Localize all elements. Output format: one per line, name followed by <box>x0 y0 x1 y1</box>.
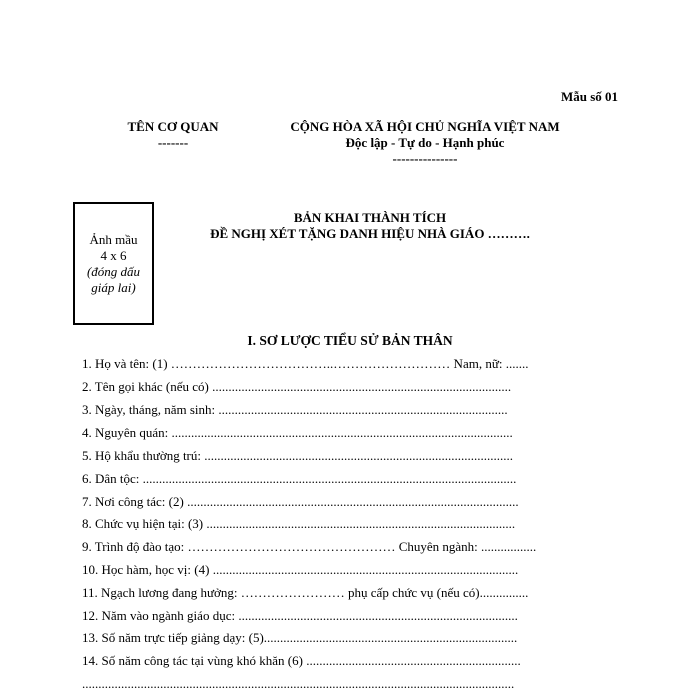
form-field-residence: 5. Hộ khẩu thường trú: ............................................................................................... <box>82 448 513 463</box>
republic-block <box>270 119 580 167</box>
form-field-start-year: 12. Năm vào ngành giáo dục: ...................................................................................... <box>82 608 518 623</box>
form-code: Mẫu số 01 <box>560 89 618 104</box>
form-field-birth-date: 3. Ngày, tháng, năm sinh: ......................................................................................... <box>82 402 508 417</box>
form-field-continuation-line: ..................................................................................................................................... <box>82 676 515 691</box>
motto-underline: --------------- <box>392 151 458 166</box>
form-field-teaching-years: 13. Số năm trực tiếp giảng dạy: (5).............................................................................. <box>82 630 518 645</box>
agency-block <box>108 119 238 151</box>
form-field-ethnicity: 6. Dân tộc: ................................................................................................................... <box>82 471 517 486</box>
form-field-hometown: 4. Nguyên quán: ......................................................................................................... <box>82 425 513 440</box>
form-field-academic-title: 10. Học hàm, học vị: (4) .............................................................................................. <box>82 562 519 577</box>
document-title-line-1: BẢN KHAI THÀNH TÍCH <box>293 210 447 225</box>
photo-stamp-note-2: giáp lai) <box>91 279 136 295</box>
photo-label: Ảnh mầu <box>89 231 138 247</box>
photo-size: 4 x 6 <box>100 247 127 263</box>
photo-placeholder-box <box>73 202 154 325</box>
form-field-position: 8. Chức vụ hiện tại: (3) ............................................................................................... <box>82 516 516 531</box>
form-field-full-name: 1. Họ và tên: (1) ………………………………..……………………… Nam, nữ: ....... <box>82 356 529 371</box>
form-field-hardship-years: 14. Số năm công tác tại vùng khó khăn (6) .................................................................. <box>82 653 521 668</box>
form-field-education: 9. Trình độ đào tạo: ………………………………………… Chuyên ngành: ................. <box>82 539 537 554</box>
agency-underline: ------- <box>157 135 189 150</box>
document-title <box>170 210 570 242</box>
national-motto: Độc lập - Tự do - Hạnh phúc <box>345 135 505 150</box>
section-title: I. SƠ LƯỢC TIỂU SỬ BẢN THÂN <box>247 333 453 348</box>
form-field-salary-grade: 11. Ngạch lương đang hưởng: …………………… phụ cấp chức vụ (nếu có)............... <box>82 585 529 600</box>
document-title-line-2: ĐỀ NGHỊ XÉT TẶNG DANH HIỆU NHÀ GIÁO ………. <box>210 226 530 241</box>
form-field-workplace: 7. Nơi công tác: (2) ...................................................................................................... <box>82 494 519 509</box>
country-name: CỘNG HÒA XÃ HỘI CHỦ NGHĨA VIỆT NAM <box>290 119 560 134</box>
photo-stamp-note: (đóng dấu <box>86 263 141 279</box>
agency-name: TÊN CƠ QUAN <box>127 119 219 134</box>
form-field-other-name: 2. Tên gọi khác (nếu có) ............................................................................................ <box>82 379 512 394</box>
